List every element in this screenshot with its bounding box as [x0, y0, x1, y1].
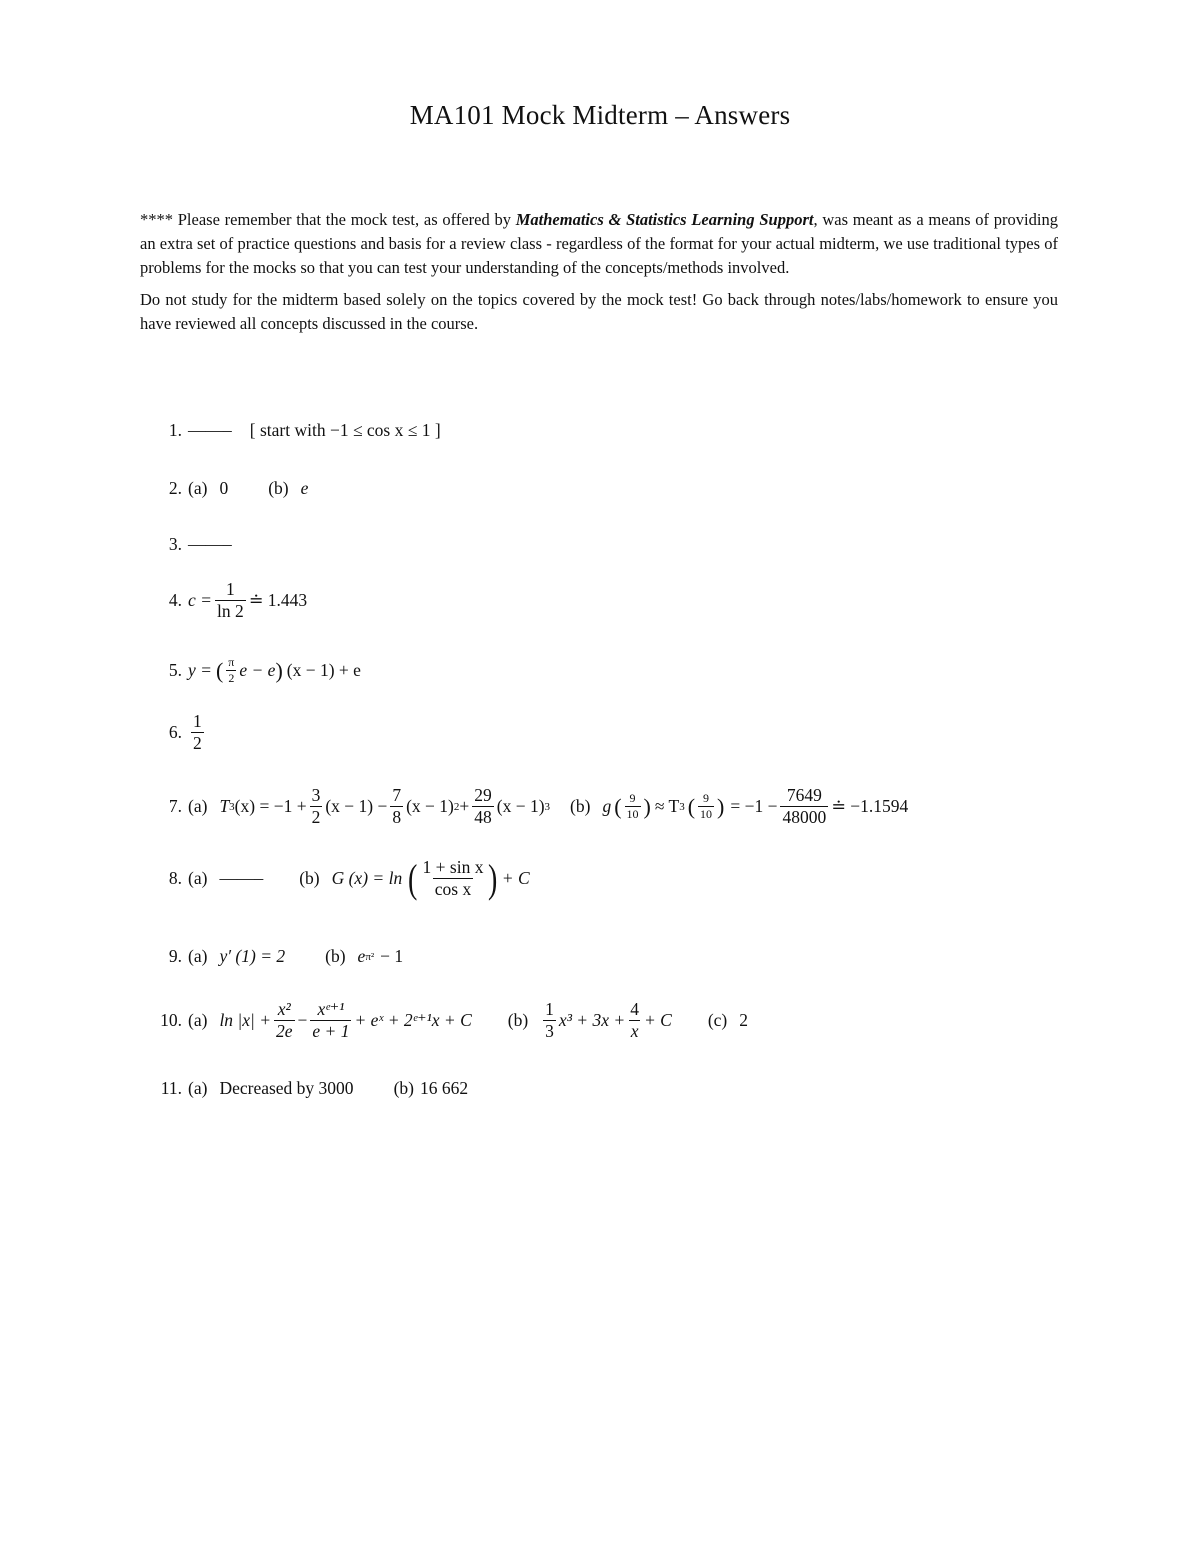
- answer-number: 9.: [168, 946, 182, 966]
- approx-symbol: ≈ T: [654, 796, 680, 817]
- answer-number: 7.: [168, 796, 182, 817]
- taylor-lhs: (x) = −1 +: [234, 796, 307, 817]
- denominator: 48000: [782, 807, 827, 828]
- intro-paragraph-2: Do not study for the midterm based solely on the topics covered by the mock test! Go back through notes/labs/homework to ensure you have reviewed all concepts discussed in the course.: [140, 290, 1058, 333]
- answer-10: [140, 1000, 748, 1042]
- denominator: x: [630, 1021, 639, 1042]
- numerator: 9: [629, 791, 636, 806]
- numerator: 4: [630, 999, 639, 1019]
- numerator: 29: [474, 785, 492, 805]
- page-title: MA101 Mock Midterm – Answers: [409, 100, 791, 130]
- part-b-label: (b): [268, 478, 289, 498]
- answer-blank: ——–: [219, 868, 264, 889]
- numerator: 7: [392, 785, 402, 805]
- numerator: 3: [311, 785, 321, 805]
- answer-number: 6.: [168, 722, 182, 743]
- answer-tail: (x − 1) + e: [286, 660, 361, 681]
- part-b-value: 16 662: [419, 1078, 469, 1098]
- intro-rest: , was meant as a means of providing an extra set of practice questions and basis for a review class - regardless of the format for your actual midterm, we use traditional types of problems for the mocks so that you can test your understanding of the concepts/methods involved.: [140, 210, 1058, 277]
- part-a-label: (a): [188, 946, 208, 966]
- numerator: xᵉ⁺¹: [317, 999, 345, 1019]
- fraction: [310, 1000, 351, 1042]
- numerator: 1 + sin x: [422, 857, 484, 877]
- answer-6: [140, 712, 207, 754]
- taylor-order: 3: [679, 800, 685, 813]
- numerator: 1: [193, 711, 202, 731]
- part-b-label: (b): [299, 868, 320, 889]
- term: ln |x| +: [219, 1010, 271, 1031]
- part-b-label: (b): [325, 946, 346, 966]
- part-c-value: 2: [739, 1010, 748, 1031]
- part-a-label: (a): [188, 796, 208, 817]
- term: (x − 1): [406, 796, 454, 817]
- denominator: cos x: [434, 879, 472, 900]
- answer-blank: ——–: [188, 420, 232, 440]
- operator: −: [297, 1010, 308, 1031]
- numerator: 1: [225, 579, 235, 599]
- denominator: ln 2: [216, 601, 244, 622]
- answer-7: 7. (a) T 3 (x) = −1 + $\frac{3}{2}$ (x − 1) − $\frac{7}{8}$ (x − 1) 2 + $\frac{29}{48}$ (x − 1) 3 (b) g ( $\frac{9}{10}$ ) ≈ T 3 ( $\frac{9}{10}$ ) = −1 − $\frac{7649}{48000}$ ≐ −1.1594: [140, 786, 908, 828]
- answer-lhs: y =: [188, 660, 212, 681]
- denominator: 2: [193, 733, 202, 754]
- part-b-label: (b): [393, 1078, 414, 1098]
- denominator: e + 1: [312, 1021, 350, 1042]
- answer-tail: − 1: [380, 946, 404, 966]
- term: + eˣ + 2ᵉ⁺¹x + C: [354, 1010, 472, 1031]
- numerator: 7649: [786, 785, 822, 805]
- part-a-value: 0: [219, 478, 229, 498]
- fraction: [780, 786, 828, 828]
- part-a-label: (a): [188, 868, 208, 889]
- answer-1: [140, 420, 441, 441]
- numerator: 1: [545, 999, 554, 1019]
- denominator: 10: [700, 807, 713, 822]
- term: (x − 1): [496, 796, 545, 817]
- answer-3: [140, 534, 232, 555]
- answer-result: ≐ 1.443: [248, 590, 308, 611]
- taylor-symbol: T: [219, 796, 230, 817]
- part-c-label: (c): [707, 1010, 728, 1031]
- fraction: [215, 580, 246, 622]
- fraction: [625, 792, 641, 821]
- fraction: [226, 656, 236, 685]
- intro-paragraph-1: [140, 208, 1058, 280]
- part-b-value: e: [300, 478, 309, 498]
- answer-lhs: c =: [188, 590, 212, 611]
- answer-number: 4.: [168, 590, 182, 611]
- numerator: π: [228, 655, 235, 669]
- exp-base: e: [357, 946, 366, 966]
- answer-number: 3.: [168, 534, 182, 554]
- part-a-value: Decreased by 3000: [219, 1078, 354, 1098]
- answer-9: [140, 946, 403, 967]
- part-b-label: (b): [507, 1010, 529, 1031]
- answer-number: 8.: [168, 868, 182, 889]
- fraction: [274, 1000, 295, 1042]
- fraction: [698, 792, 714, 821]
- exponent: 3: [544, 800, 551, 813]
- taylor-order: 3: [229, 800, 235, 813]
- fraction: [310, 786, 323, 828]
- denominator: 10: [626, 807, 639, 822]
- answer-5: 5. y = ( $\frac{\pi}{2}$ e − e ) (x − 1) + e: [140, 656, 361, 685]
- organization-name: Mathematics & Statistics Learning Support: [515, 210, 814, 229]
- part-a-label: (a): [188, 478, 208, 498]
- answer-8: 8. (a) ——– (b) G (x) = ln ( $\frac{\text{1 + sin x}}{\text{cos x}}$ ) + C: [140, 858, 530, 900]
- term: + C: [643, 1010, 672, 1031]
- fraction: [472, 786, 494, 828]
- denominator: 8: [392, 807, 402, 828]
- term: (x − 1) −: [325, 796, 388, 817]
- fraction: [628, 1000, 641, 1042]
- answer-hint: [ start with −1 ≤ cos x ≤ 1 ]: [249, 420, 441, 440]
- exp-power: π²: [365, 950, 375, 963]
- answer-lhs: G (x) = ln: [331, 868, 403, 889]
- operator: +: [459, 796, 470, 817]
- fraction: [421, 858, 486, 900]
- answer-11: [140, 1078, 468, 1099]
- exponent: 2: [453, 800, 460, 813]
- fraction: [191, 712, 204, 754]
- denominator: 2e: [276, 1021, 293, 1042]
- part-b-label: (b): [570, 796, 591, 817]
- fraction: [390, 786, 403, 828]
- answer-number: 5.: [168, 660, 182, 681]
- equals: = −1 −: [730, 796, 778, 817]
- answer-number: 2.: [168, 478, 182, 498]
- numerator: 9: [703, 791, 710, 806]
- denominator: 2: [311, 807, 321, 828]
- answer-middle: e − e: [239, 660, 276, 681]
- numerator: x²: [277, 999, 291, 1019]
- denominator: 3: [545, 1021, 554, 1042]
- part-a-value: y′ (1) = 2: [219, 946, 286, 966]
- part-a-label: (a): [188, 1010, 208, 1031]
- answer-blank: ——–: [188, 534, 232, 554]
- answer-tail: + C: [501, 868, 530, 889]
- denominator: 2: [228, 671, 235, 686]
- fraction: [543, 1000, 556, 1042]
- intro-lead: **** Please remember that the mock test, as offered by: [140, 210, 516, 229]
- answer-2: [140, 478, 308, 499]
- answer-4: [140, 580, 307, 622]
- function-symbol: g: [602, 796, 612, 817]
- part-a-label: (a): [188, 1078, 208, 1098]
- answer-number: 10.: [160, 1010, 182, 1031]
- intro-notice: [140, 208, 1058, 344]
- answer-number: 11.: [160, 1078, 182, 1098]
- denominator: 48: [474, 807, 492, 828]
- term: x³ + 3x +: [558, 1010, 626, 1031]
- answer-result: ≐ −1.1594: [831, 796, 909, 817]
- answer-number: 1.: [168, 420, 182, 440]
